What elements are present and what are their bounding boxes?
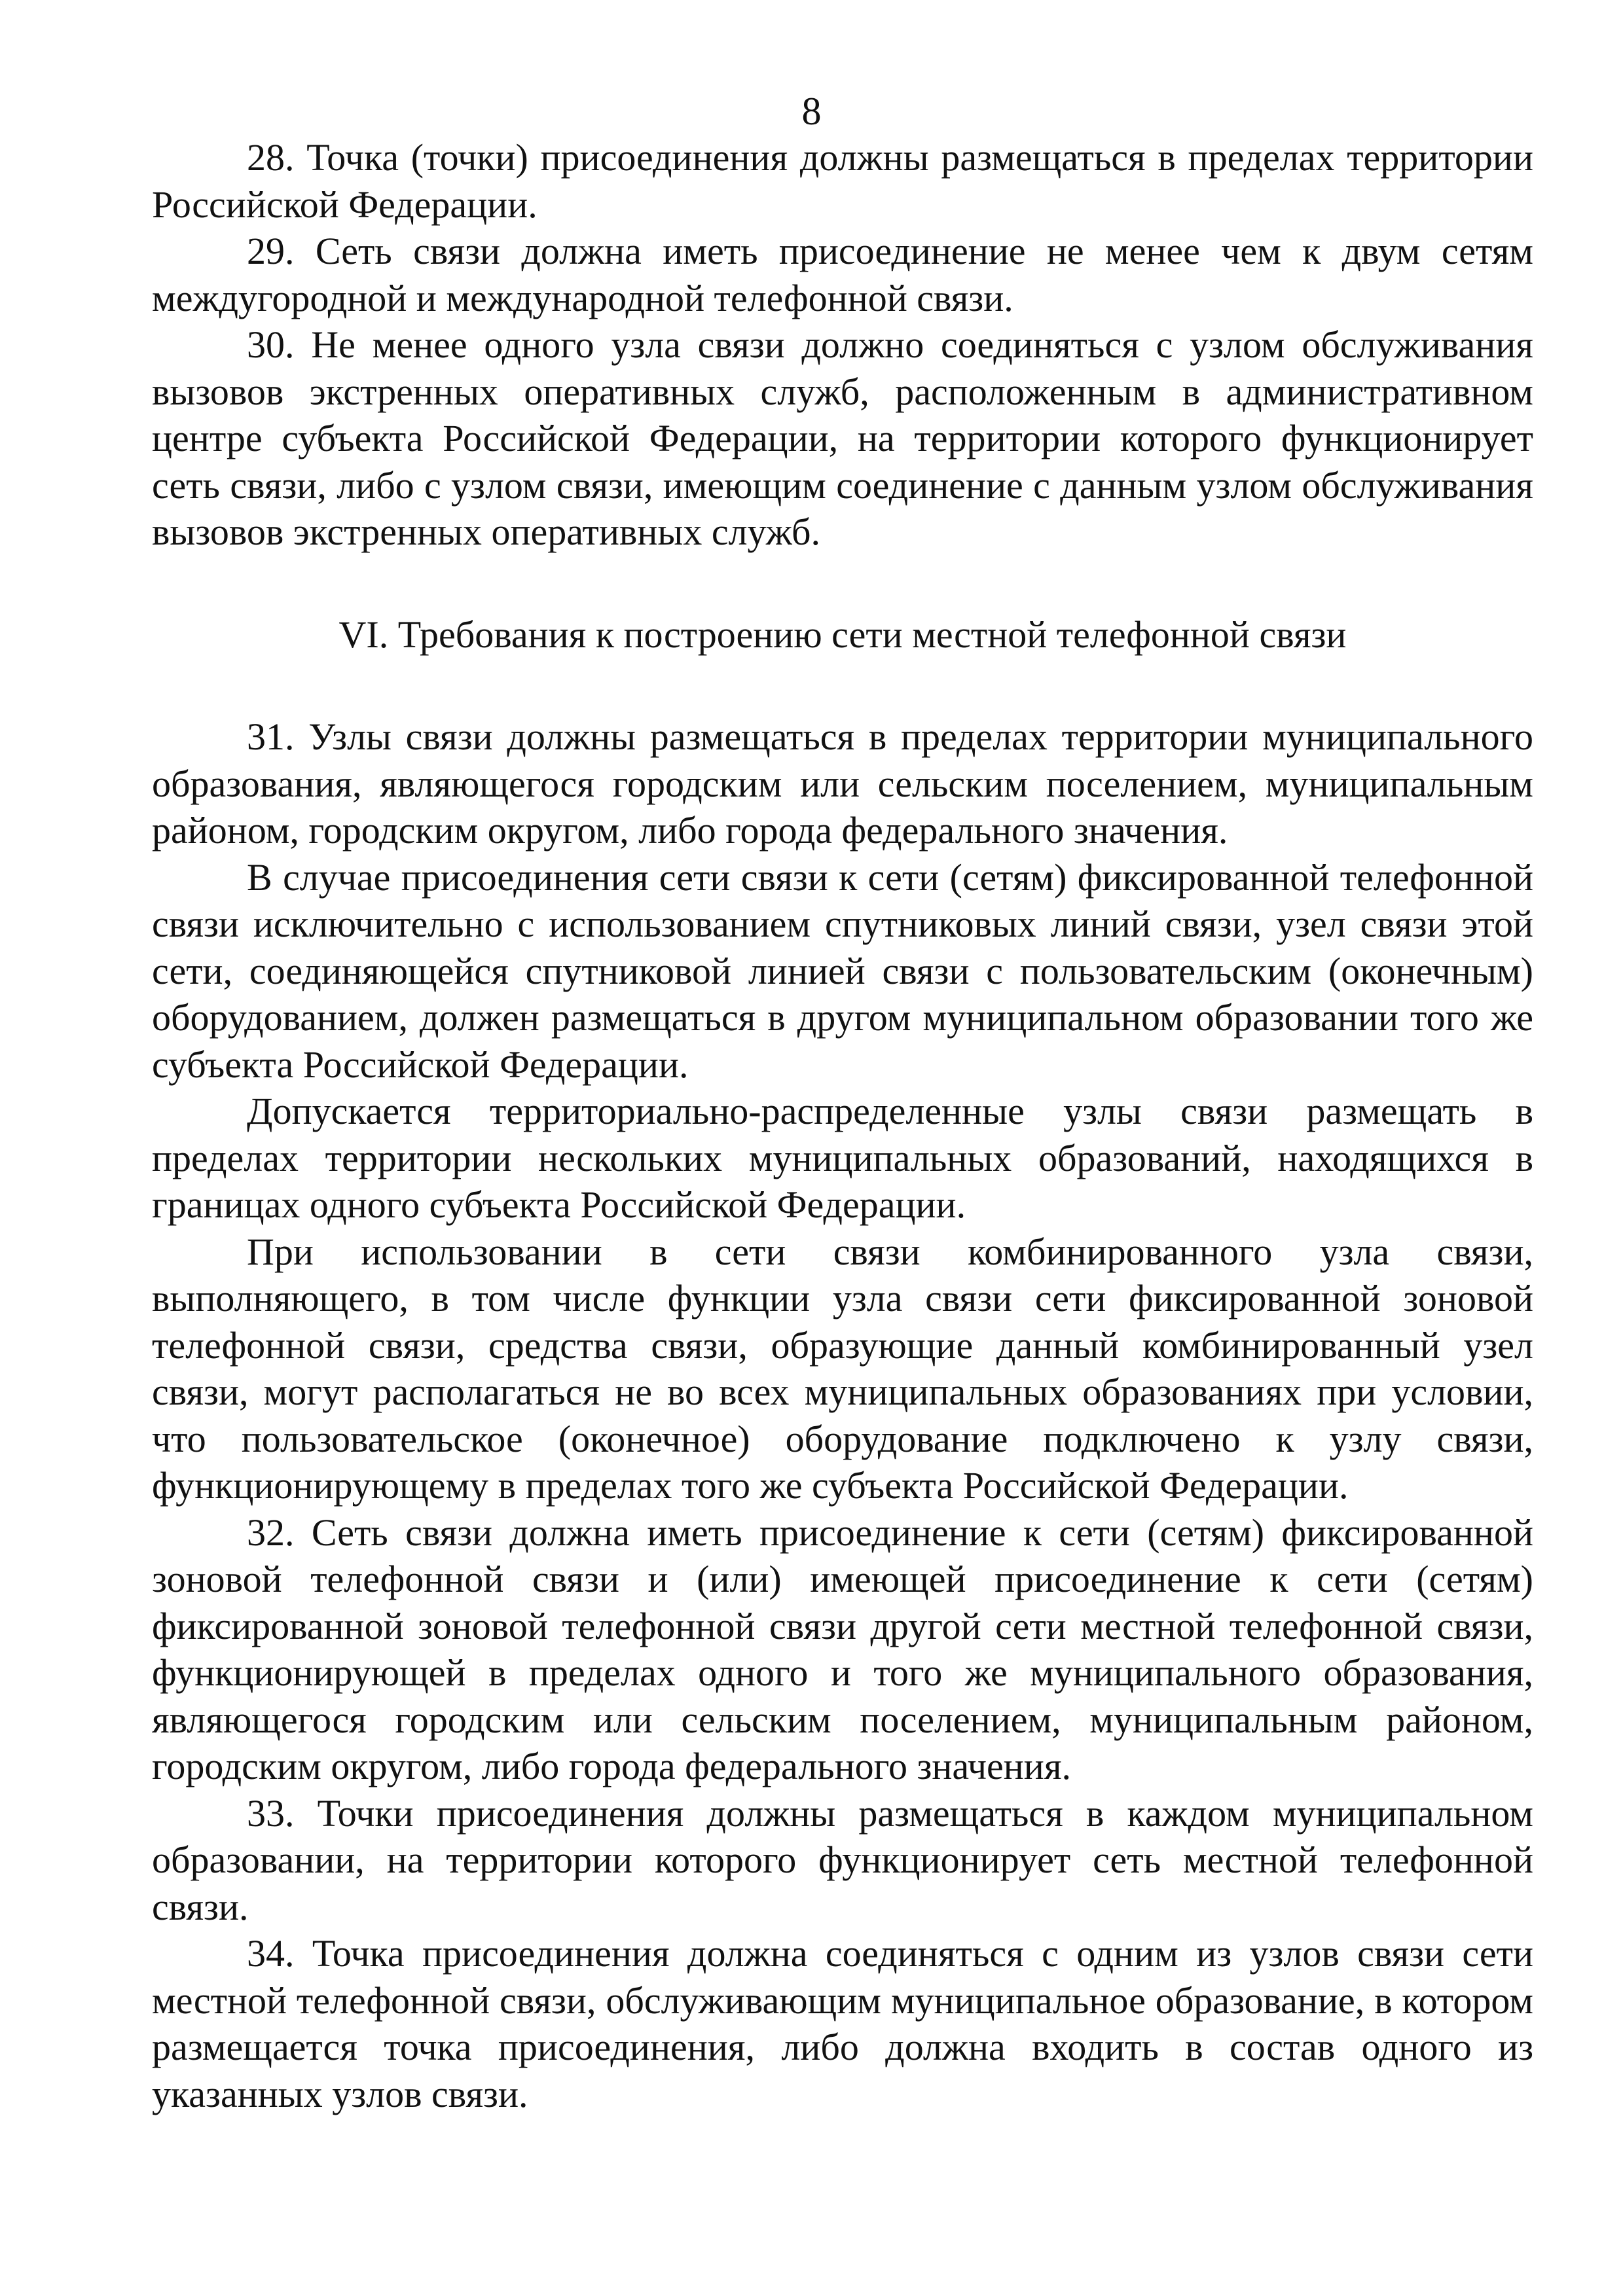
paragraph-31: 31. Узлы связи должны размещаться в пределах территории муниципального образования, являющегося городским или сельским поселением, муниципальным районом, городским округом, либо города федерального значения. (152, 715, 1533, 852)
paragraph-34: 34. Точка присоединения должна соединяться с одним из узлов связи сети местной телефонной связи, обслуживающим муниципальное образование, в котором размещается точка присоединения, либо должна входить в состав одного из указанных узлов связи. (152, 1932, 1533, 2115)
paragraph-30: 30. Не менее одного узла связи должно соединяться с узлом обслуживания вызовов экстренных оперативных служб, расположенным в административном центре субъекта Российской Федерации, на территории которого функционирует сеть связи, либо с узлом связи, имеющим соединение с данным узлом обслуживания вызовов экстренных оперативных служб. (152, 323, 1533, 553)
paragraph-33: 33. Точки присоединения должны размещаться в каждом муниципальном образовании, на территории которого функционирует сеть местной телефонной связи. (152, 1791, 1533, 1928)
section-heading: VI. Требования к построению сети местной телефонной связи (338, 613, 1347, 656)
paragraph-31-satellite: В случае присоединения сети связи к сети (сетям) фиксированной телефонной связи исключительно с использованием спутниковых линий связи, узел связи этой сети, соединяющейся спутниковой линией связи с пользовательским (оконечным) оборудованием, должен размещаться в другом муниципальном образовании того же субъекта Российской Федерации. (152, 855, 1533, 1086)
paragraph-32: 32. Сеть связи должна иметь присоединение к сети (сетям) фиксированной зоновой телефонной связи и (или) имеющей присоединение к сети (сетям) фиксированной зоновой телефонной связи другой сети местной телефонной связи, функционирующей в пределах одного и того же муниципального образования, являющегося городским или сельским поселением, муниципальным районом, городским округом, либо города федерального значения. (152, 1511, 1533, 1787)
paragraph-29: 29. Сеть связи должна иметь присоединение не менее чем к двум сетям междугородной и международной телефонной связи. (152, 230, 1533, 319)
document-body (152, 134, 1533, 2117)
paragraph-31-distributed: Допускается территориально-распределенные узлы связи размещать в пределах территории нескольких муниципальных образований, находящихся в границах одного субъекта Российской Федерации. (152, 1090, 1533, 1226)
paragraph-28: 28. Точка (точки) присоединения должны размещаться в пределах территории Российской Федерации. (152, 136, 1533, 226)
page-number: 8 (801, 90, 822, 133)
paragraph-31-combined: При использовании в сети связи комбинированного узла связи, выполняющего, в том числе функции узла связи сети фиксированной зоновой телефонной связи, средства связи, образующие данный комбинированный узел связи, могут располагаться не во всех муниципальных образованиях при условии, что пользовательское (оконечное) оборудование подключено к узлу связи, функционирующему в пределах того же субъекта Российской Федерации. (152, 1230, 1533, 1507)
